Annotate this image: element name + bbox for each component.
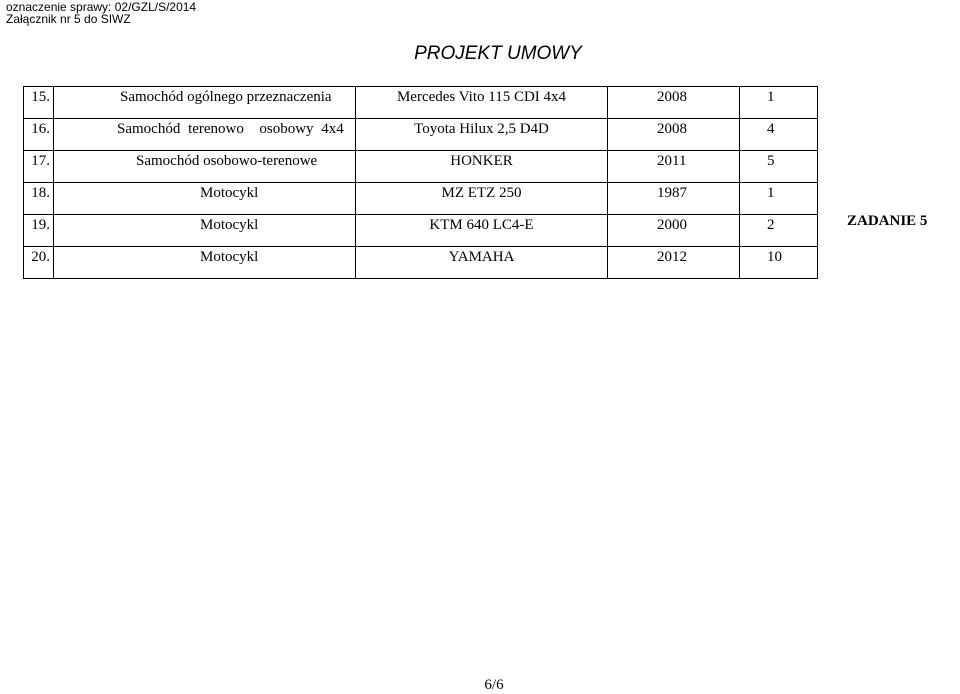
vehicle-type: Motocykl bbox=[54, 247, 356, 279]
row-number: 16. bbox=[24, 119, 54, 151]
vehicle-type: Samochód terenowo osobowy 4x4 bbox=[54, 119, 356, 151]
vehicle-type: Motocykl bbox=[54, 215, 356, 247]
vehicle-quantity: 1 bbox=[740, 183, 818, 215]
vehicle-model: Mercedes Vito 115 CDI 4x4 bbox=[356, 87, 608, 119]
vehicle-type: Motocykl bbox=[54, 183, 356, 215]
vehicle-model: YAMAHA bbox=[356, 247, 608, 279]
page-number: 6/6 bbox=[484, 677, 504, 693]
vehicle-table bbox=[23, 86, 818, 279]
production-year: 2011 bbox=[608, 151, 740, 183]
table-row bbox=[24, 151, 818, 183]
vehicle-type: Samochód ogólnego przeznaczenia bbox=[54, 87, 356, 119]
production-year: 1987 bbox=[608, 183, 740, 215]
vehicle-quantity: 10 bbox=[740, 247, 818, 279]
attachment-label: Załącznik nr 5 do SIWZ bbox=[6, 12, 131, 26]
vehicle-quantity: 2 bbox=[740, 215, 818, 247]
table-row bbox=[24, 215, 818, 247]
vehicle-model: KTM 640 LC4-E bbox=[356, 215, 608, 247]
document-title: PROJEKT UMOWY bbox=[414, 43, 582, 64]
vehicle-type: Samochód osobowo-terenowe bbox=[54, 151, 356, 183]
row-number: 17. bbox=[24, 151, 54, 183]
row-number: 18. bbox=[24, 183, 54, 215]
vehicle-quantity: 1 bbox=[740, 87, 818, 119]
production-year: 2008 bbox=[608, 119, 740, 151]
vehicle-quantity: 5 bbox=[740, 151, 818, 183]
row-number: 15. bbox=[24, 87, 54, 119]
production-year: 2000 bbox=[608, 215, 740, 247]
table-row bbox=[24, 119, 818, 151]
table-row bbox=[24, 247, 818, 279]
vehicle-model: HONKER bbox=[356, 151, 608, 183]
table-row bbox=[24, 183, 818, 215]
production-year: 2012 bbox=[608, 247, 740, 279]
task-label: ZADANIE 5 bbox=[847, 213, 928, 229]
case-reference: oznaczenie sprawy: 02/GZL/S/2014 bbox=[6, 0, 197, 14]
table-row bbox=[24, 87, 818, 119]
vehicle-model: MZ ETZ 250 bbox=[356, 183, 608, 215]
row-number: 19. bbox=[24, 215, 54, 247]
production-year: 2008 bbox=[608, 87, 740, 119]
vehicle-quantity: 4 bbox=[740, 119, 818, 151]
vehicle-model: Toyota Hilux 2,5 D4D bbox=[356, 119, 608, 151]
row-number: 20. bbox=[24, 247, 54, 279]
